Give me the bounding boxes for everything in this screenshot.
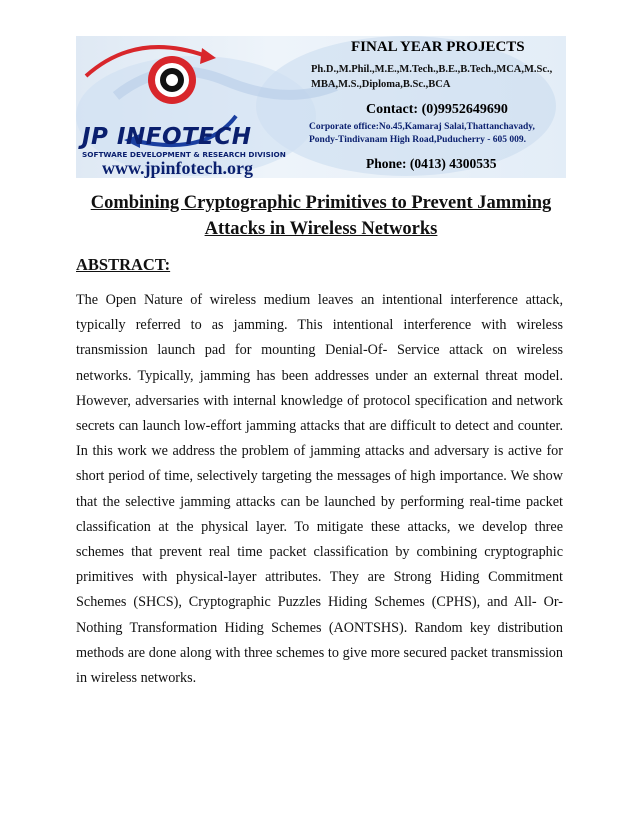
abstract-body: The Open Nature of wireless medium leaves an intentional interference attack, typically referred to as jamming. This intentional interference with wireless transmission launch pad for mounting Denial-Of- Service attack on wireless networks. Typically, jamming has been addresses under an external threat model. However, adversaries with internal knowledge of protocol specification and network secrets can launch low-effort jamming attacks that are difficult to detect and counter. In this work we address the problem of jamming attacks and adversary is active for short period of time, selectively targeting the messages of high importance. We show that the selective jamming attacks can be launched by performing real-time packet classification at the physical layer. To mitigate these attacks, we develop three schemes that prevent real time packet classification by combining cryptographic primitives with physical-layer attributes. They are Strong Hiding Commitment Schemes (SHCS), Cryptographic Puzzles Hiding Schemes (CPHS), and All- Or-Nothing Transformation Hiding Schemes (AONTSHS). Random key distribution methods are done along with three schemes to give more secured packet transmission in wireless networks. bbox=[76, 292, 563, 687]
office-address: Corporate office:No.45,Kamaraj Salai,Thattanchavady, Pondy-Tindivanam High Road,Puducherry - 605 009. bbox=[309, 122, 535, 145]
banner-heading: FINAL YEAR PROJECTS bbox=[351, 39, 525, 55]
abstract-heading: ABSTRACT: bbox=[76, 255, 171, 274]
logo-icon bbox=[146, 54, 198, 106]
paper-title: Combining Cryptographic Primitives to Prevent Jamming Attacks in Wireless Networks bbox=[90, 193, 552, 239]
website-link[interactable]: www.jpinfotech.org bbox=[102, 158, 253, 178]
contact-number: Contact: (0)9952649690 bbox=[366, 102, 508, 117]
degrees-list: Ph.D.,M.Phil.,M.E.,M.Tech.,B.E.,B.Tech.,MCA,M.Sc., MBA,M.S.,Diploma,B.Sc.,BCA bbox=[311, 64, 553, 90]
phone-number: Phone: (0413) 4300535 bbox=[366, 156, 497, 171]
brand-name: JP INFOTECH bbox=[82, 124, 252, 150]
brand-tagline: SOFTWARE DEVELOPMENT & RESEARCH DIVISION bbox=[82, 150, 286, 159]
header-banner bbox=[76, 36, 566, 178]
